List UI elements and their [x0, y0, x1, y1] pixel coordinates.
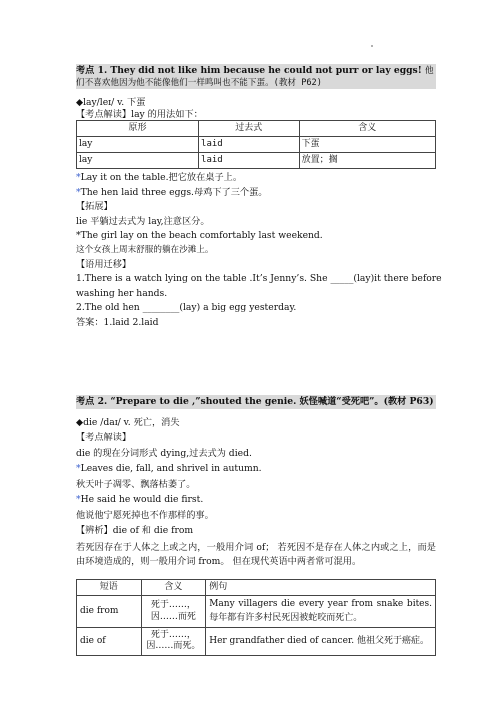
- col-phrase: 短语: [77, 579, 142, 595]
- asterisk-icon: *: [76, 463, 81, 474]
- table-row: [77, 137, 436, 153]
- asterisk-icon: *: [76, 186, 81, 198]
- die-interpretation: 【考点解读】: [76, 432, 132, 443]
- cell-past: laid: [199, 153, 300, 169]
- col-meaning: 含义: [299, 121, 435, 137]
- distinction-body: 若死因存在于人体之上或之内，一般用介词 of； 若死因不是存在人体之内或之上，而是由环境造成的，则一般用介词 from。 但在现代英语中两者常可混用。: [76, 541, 436, 568]
- die-phrase-table: [76, 579, 436, 656]
- section-2: [76, 395, 436, 656]
- extension-example-cn: 这个女孩上周末舒服的躺在沙滩上。: [76, 244, 214, 255]
- cell-meaning: 下蛋: [299, 137, 435, 153]
- col-past-tense: 过去式: [199, 121, 300, 137]
- die-example-2-cn: 他说他宁愿死掉也不作那样的事。: [76, 509, 214, 521]
- cell-phrase: die of: [77, 628, 142, 656]
- example-text: The hen laid three eggs.母鸡下了三个蛋。: [80, 186, 268, 198]
- extension-title: 【拓展】: [76, 201, 113, 213]
- answer-key: 答案：1.laid 2.laid: [76, 316, 159, 328]
- page-dot: [371, 45, 373, 47]
- cell-example: Her grandfather died of cancer. 他祖父死于癌症。: [206, 628, 436, 656]
- die-headword: ◆die /daɪ/ v. 死亡，消失: [76, 416, 180, 428]
- question-1-line-2: washing her hands.: [76, 287, 168, 299]
- table-row: [77, 153, 436, 169]
- point-1-header: [76, 64, 436, 89]
- example-text: Leaves die, fall, and shrivel in autumn.: [80, 463, 262, 474]
- example-text: He said he would die first.: [80, 494, 204, 505]
- extension-example-en: *The girl lay on the beach comfortably last weekend.: [76, 230, 323, 242]
- asterisk-icon: *: [76, 172, 81, 184]
- die-example-1-cn: 秋天叶子凋零、飘落枯萎了。: [76, 478, 196, 490]
- table-row: [77, 628, 436, 656]
- cell-meaning: 放置；搁: [299, 153, 435, 169]
- lay-example-2: [76, 187, 436, 199]
- point-1-note: 他们不喜欢他因为他不能像他们一样鸣叫也不能下蛋。(教材 P62): [76, 66, 434, 88]
- cell-meaning: 死于……，因……而死: [141, 596, 206, 628]
- distinction-title: 【辨析】die of 和 die from: [76, 525, 194, 536]
- lay-headword: ◆lay/leɪ/ v. 下蛋: [76, 97, 146, 109]
- die-example-1-en: [76, 463, 436, 475]
- cell-meaning: 死于……，因……而死。: [141, 628, 206, 656]
- example-text: Lay it on the table.把它放在桌子上。: [80, 172, 243, 184]
- practice-title: 【语用迁移】: [76, 258, 132, 270]
- col-meaning: 含义: [141, 579, 206, 595]
- asterisk-icon: *: [76, 494, 81, 505]
- point-2-header: [76, 395, 436, 409]
- lay-interpretation: 【考点解读】lay 的用法如下：: [76, 108, 203, 120]
- table-header-row: [77, 121, 436, 137]
- cell-past: laid: [199, 137, 300, 153]
- point-1-title: 考点 1. They did not like him because he could not purr or lay eggs!: [76, 65, 422, 76]
- col-example: 例句: [206, 579, 436, 595]
- col-base-form: 原形: [77, 121, 199, 137]
- cell-base: lay: [77, 137, 199, 153]
- table-row: [77, 596, 436, 628]
- cell-phrase: die from: [77, 596, 142, 628]
- question-1-line-1: 1.There is a watch lying on the table .It’s Jenny’s. She _____(lay)it there before: [76, 273, 442, 285]
- question-2: 2.The old hen ________(lay) a big egg yesterday.: [76, 302, 297, 314]
- point-2-title: 考点 2. “Prepare to die ,”shouted the genie. 妖怪喊道“受死吧”。(教材 P63): [76, 396, 434, 407]
- section-1: [76, 64, 442, 328]
- lay-usage-table: [76, 120, 436, 169]
- lay-example-1: [76, 172, 436, 184]
- die-forms: die 的现在分词形式 dying,过去式为 died.: [76, 447, 252, 459]
- extension-body: lie 平躺过去式为 lay,注意区分。: [76, 215, 210, 227]
- cell-base: lay: [77, 153, 199, 169]
- cell-example: Many villagers die every year from snake bites. 每年都有许多村民死因被蛇咬而死亡。: [206, 596, 436, 628]
- table-header-row: [77, 579, 436, 595]
- die-example-2-en: [76, 494, 436, 506]
